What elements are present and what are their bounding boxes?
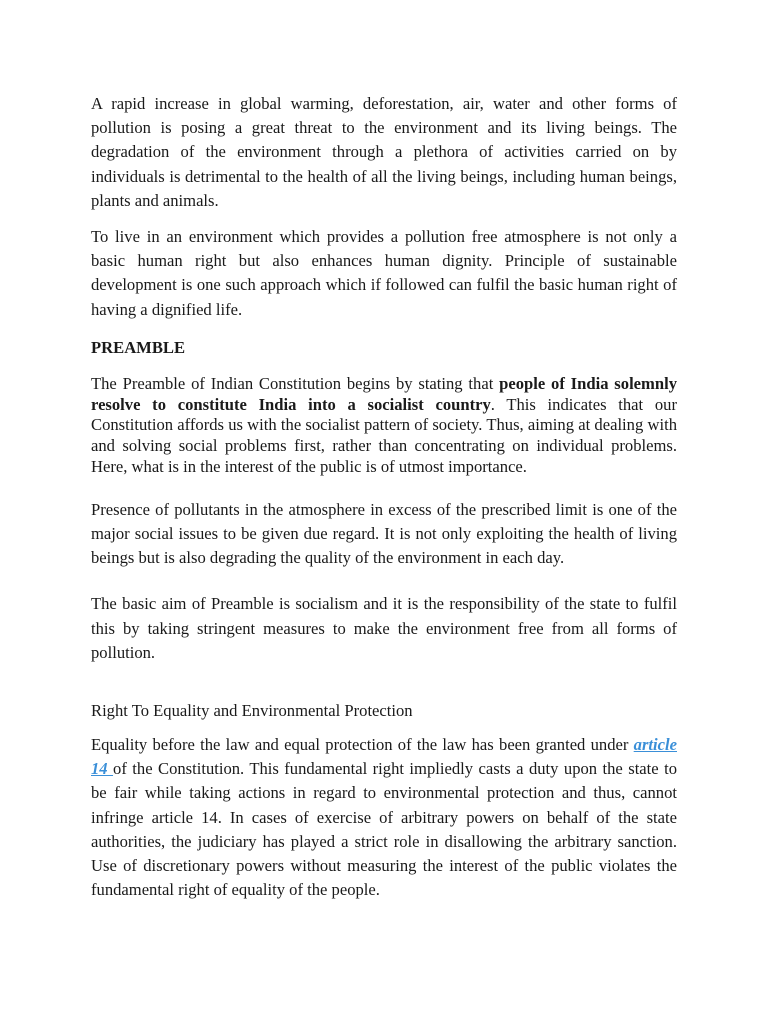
preamble-text-start: The Preamble of Indian Constitution begins by stating that [91,373,500,393]
heading-right-to-equality: Right To Equality and Environmental Protection [91,701,413,721]
paragraph-preamble [91,374,677,478]
heading-preamble: PREAMBLE [91,337,186,357]
paragraph-pollutants: Presence of pollutants in the atmosphere in excess of the prescribed limit is one of the major social issues to be given due regard. It is not only exploiting the health of living beings but is also degrading the quality of the environment in each day. [91,499,677,568]
equality-text-end: of the Constitution. This fundamental right impliedly casts a duty upon the state to be fair while taking actions in regard to environmental protection and thus, cannot infringe article 14. In cases of exercise of arbitrary powers on behalf of the state authorities, the judiciary has played a strict role in disallowing the arbitrary sanction. Use of discretionary powers without measuring the interest of the public violates the fundamental right of equality of the people. [91,759,677,900]
paragraph-equality [91,733,677,902]
paragraph-human-right: To live in an environment which provides a pollution free atmosphere is not only a basic human right but also enhances human dignity. Principle of sustainable development is one such approach which if followed can fulfil the basic human right of having a dignified life. [91,227,677,319]
article-14-link[interactable]: article 14 [91,735,677,779]
paragraph-socialism: The basic aim of Preamble is socialism and it is the responsibility of the state to fulfil this by taking stringent measures to make the environment free from all forms of pollution. [91,594,677,662]
preamble-bold-quote: people of India solemnly resolve to constitute India into a socialist country [91,373,677,414]
document-page [91,92,677,902]
preamble-text-end: . This indicates that our Constitution affords us with the socialist pattern of society. Thus, aiming at dealing with and solving social problems first, rather than concentrating on individual problems. Here, what is in the interest of the public is of utmost importance. [91,394,677,477]
paragraph-intro: A rapid increase in global warming, deforestation, air, water and other forms of pollution is posing a great threat to the environment and its living beings. The degradation of the environment through a plethora of activities carried on by individuals is detrimental to the health of all the living beings, including human beings, plants and animals. [91,94,677,210]
equality-text-start: Equality before the law and equal protection of the law has been granted under [91,735,634,755]
